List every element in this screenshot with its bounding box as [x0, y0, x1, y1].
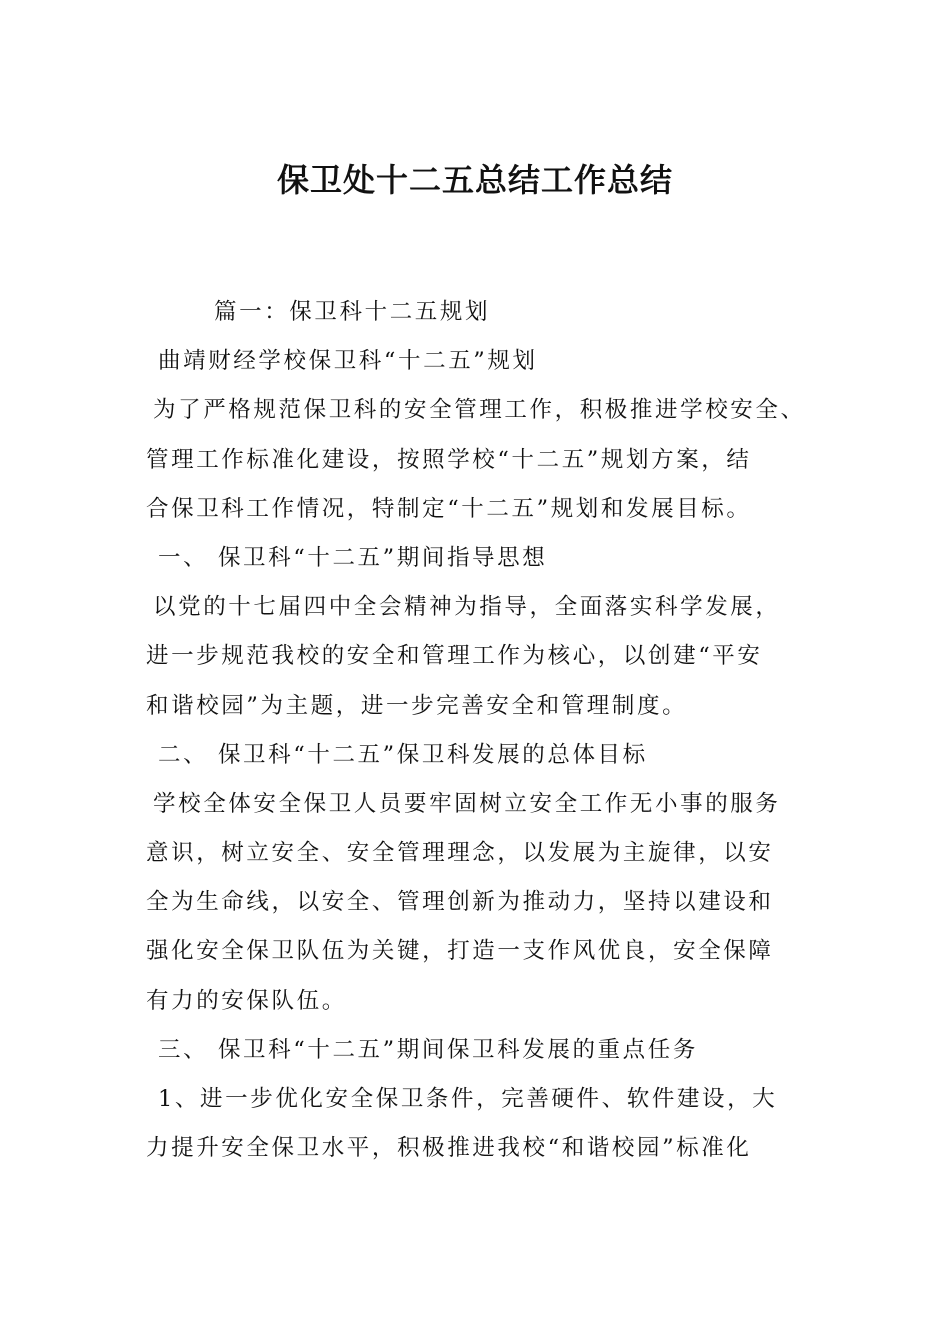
paragraph-line: 管理工作标准化建设，按照学校“十二五”规划方案，结 [146, 446, 752, 473]
plan-heading: 曲靖财经学校保卫科“十二五”规划 [158, 348, 538, 375]
paragraph-line: 学校全体安全保卫人员要牢固树立安全工作无小事的服务 [153, 790, 781, 817]
paragraph-line: 意识，树立安全、安全管理理念，以发展为主旋律，以安 [146, 840, 774, 867]
paragraph-line: 有力的安保队伍。 [146, 987, 347, 1014]
paragraph-line: 合保卫科工作情况，特制定“十二五”规划和发展目标。 [146, 495, 752, 522]
section-heading-three: 三、 保卫科“十二五”期间保卫科发展的重点任务 [158, 1036, 698, 1063]
paragraph-line: 进一步规范我校的安全和管理工作为核心，以创建“平安 [146, 643, 763, 670]
paragraph-line: 和谐校园”为主题，进一步完善安全和管理制度。 [146, 692, 688, 719]
paragraph-line: 以党的十七届四中全会精神为指导，全面落实科学发展， [153, 594, 781, 621]
paragraph-line: 为了严格规范保卫科的安全管理工作，积极推进学校安全、 [153, 397, 806, 424]
section-heading-two: 二、 保卫科“十二五”保卫科发展的总体目标 [158, 741, 648, 768]
list-item-line: 1、进一步优化安全保卫条件，完善硬件、软件建设，大 [158, 1086, 778, 1112]
document-body [146, 288, 846, 1173]
section-heading-one: 一、 保卫科“十二五”期间指导思想 [158, 544, 548, 571]
section-heading-part-one: 篇一：保卫科十二五规划 [214, 299, 491, 325]
list-item-line: 力提升安全保卫水平，积极推进我校“和谐校园”标准化 [146, 1135, 752, 1162]
document-title: 保卫处十二五总结工作总结 [276, 161, 673, 199]
paragraph-line: 全为生命线，以安全、管理创新为推动力，坚持以建设和 [146, 889, 774, 916]
paragraph-line: 强化安全保卫队伍为关键，打造一支作风优良，安全保障 [146, 938, 774, 965]
